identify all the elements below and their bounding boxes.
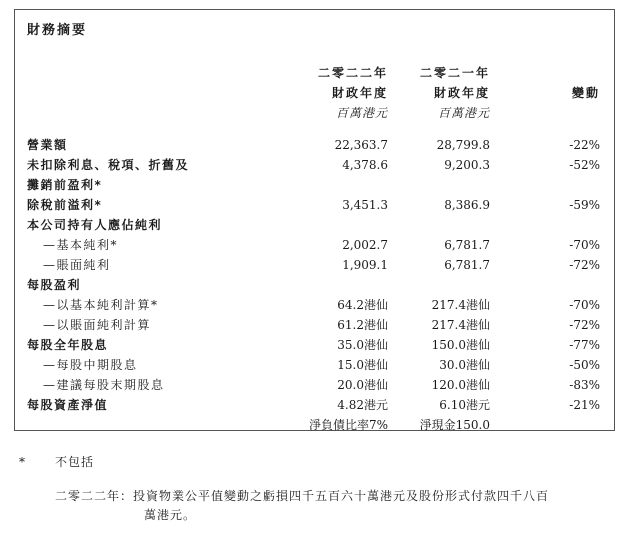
value-2021: 8,386.9 bbox=[444, 198, 490, 212]
table-row bbox=[15, 236, 614, 255]
financial-summary-box bbox=[14, 9, 615, 431]
row-label: 本公司持有人應佔純利 bbox=[27, 218, 163, 232]
value-change: -21% bbox=[569, 398, 600, 412]
value-2022: 淨負債比率7% bbox=[308, 418, 388, 432]
row-label: 每股盈利 bbox=[27, 278, 82, 292]
col1-unit-header: 百萬港元 bbox=[335, 106, 388, 120]
value-2021: 120.0港仙 bbox=[431, 378, 490, 392]
row-label: 攤銷前盈利* bbox=[27, 178, 103, 192]
value-2021: 6,781.7 bbox=[444, 258, 490, 272]
value-2022: 64.2港仙 bbox=[337, 298, 388, 312]
footnote-line-2: 萬港元。 bbox=[144, 508, 197, 522]
row-label: 營業額 bbox=[27, 138, 68, 152]
value-2021: 217.4港仙 bbox=[431, 318, 490, 332]
row-label: —以賬面純利計算 bbox=[43, 318, 152, 332]
value-2021: 28,799.8 bbox=[436, 138, 490, 152]
table-row bbox=[15, 176, 614, 195]
table-row bbox=[15, 316, 614, 335]
table-row bbox=[15, 196, 614, 215]
value-2021: 9,200.3 bbox=[444, 158, 490, 172]
table-row bbox=[15, 356, 614, 375]
row-label: —每股中期股息 bbox=[43, 358, 138, 372]
value-2022: 35.0港仙 bbox=[337, 338, 388, 352]
value-2021: 150.0港仙 bbox=[431, 338, 490, 352]
value-change: -72% bbox=[569, 258, 600, 272]
col2-year-header: 二零二一年 bbox=[419, 66, 490, 80]
col1-period-header: 財政年度 bbox=[331, 86, 388, 100]
value-change: -77% bbox=[569, 338, 600, 352]
value-change: -22% bbox=[569, 138, 600, 152]
value-2022: 61.2港仙 bbox=[337, 318, 388, 332]
footnote-marker-text: 不包括 bbox=[55, 455, 95, 469]
row-label: —賬面純利 bbox=[43, 258, 111, 272]
row-label: 每股全年股息 bbox=[27, 338, 109, 352]
table-row bbox=[15, 256, 614, 275]
col1-year-header: 二零二二年 bbox=[317, 66, 388, 80]
value-2022: 22,363.7 bbox=[334, 138, 388, 152]
table-row bbox=[15, 336, 614, 355]
value-2022: 20.0港仙 bbox=[337, 378, 388, 392]
value-change: -52% bbox=[569, 158, 600, 172]
col2-unit-header: 百萬港元 bbox=[437, 106, 490, 120]
col2-period-header: 財政年度 bbox=[433, 86, 490, 100]
value-2021: 6,781.7 bbox=[444, 238, 490, 252]
value-change: -72% bbox=[569, 318, 600, 332]
table-row bbox=[15, 416, 614, 435]
value-2021: 217.4港仙 bbox=[431, 298, 490, 312]
footnote-marker: * bbox=[19, 455, 26, 469]
table-row bbox=[15, 276, 614, 295]
value-2021: 淨現金150.0 bbox=[419, 418, 490, 432]
value-2022: 3,451.3 bbox=[342, 198, 388, 212]
change-header: 變動 bbox=[571, 86, 600, 100]
row-label: —建議每股末期股息 bbox=[43, 378, 165, 392]
value-2022: 2,002.7 bbox=[342, 238, 388, 252]
value-2022: 4,378.6 bbox=[342, 158, 388, 172]
table-row bbox=[15, 396, 614, 415]
value-change: -83% bbox=[569, 378, 600, 392]
row-label: 每股資產淨值 bbox=[27, 398, 109, 412]
table-row bbox=[15, 296, 614, 315]
value-2021: 6.10港元 bbox=[439, 398, 490, 412]
value-2022: 4.82港元 bbox=[337, 398, 388, 412]
footnote-line-1: 二零二二年：投資物業公平值變動之虧損四千五百六十萬港元及股份形式付款四千八百 bbox=[55, 489, 550, 503]
value-2022: 15.0港仙 bbox=[337, 358, 388, 372]
value-change: -50% bbox=[569, 358, 600, 372]
table-row bbox=[15, 216, 614, 235]
row-label: —基本純利* bbox=[43, 238, 119, 252]
value-change: -59% bbox=[569, 198, 600, 212]
row-label: 除稅前溢利* bbox=[27, 198, 103, 212]
section-title: 財務摘要 bbox=[27, 23, 88, 38]
value-2022: 1,909.1 bbox=[342, 258, 388, 272]
value-change: -70% bbox=[569, 298, 600, 312]
row-label: 未扣除利息、稅項、折舊及 bbox=[27, 158, 190, 172]
table-row bbox=[15, 376, 614, 395]
table-row bbox=[15, 156, 614, 175]
table-row bbox=[15, 136, 614, 155]
row-label: —以基本純利計算* bbox=[43, 298, 159, 312]
value-2021: 30.0港仙 bbox=[439, 358, 490, 372]
value-change: -70% bbox=[569, 238, 600, 252]
